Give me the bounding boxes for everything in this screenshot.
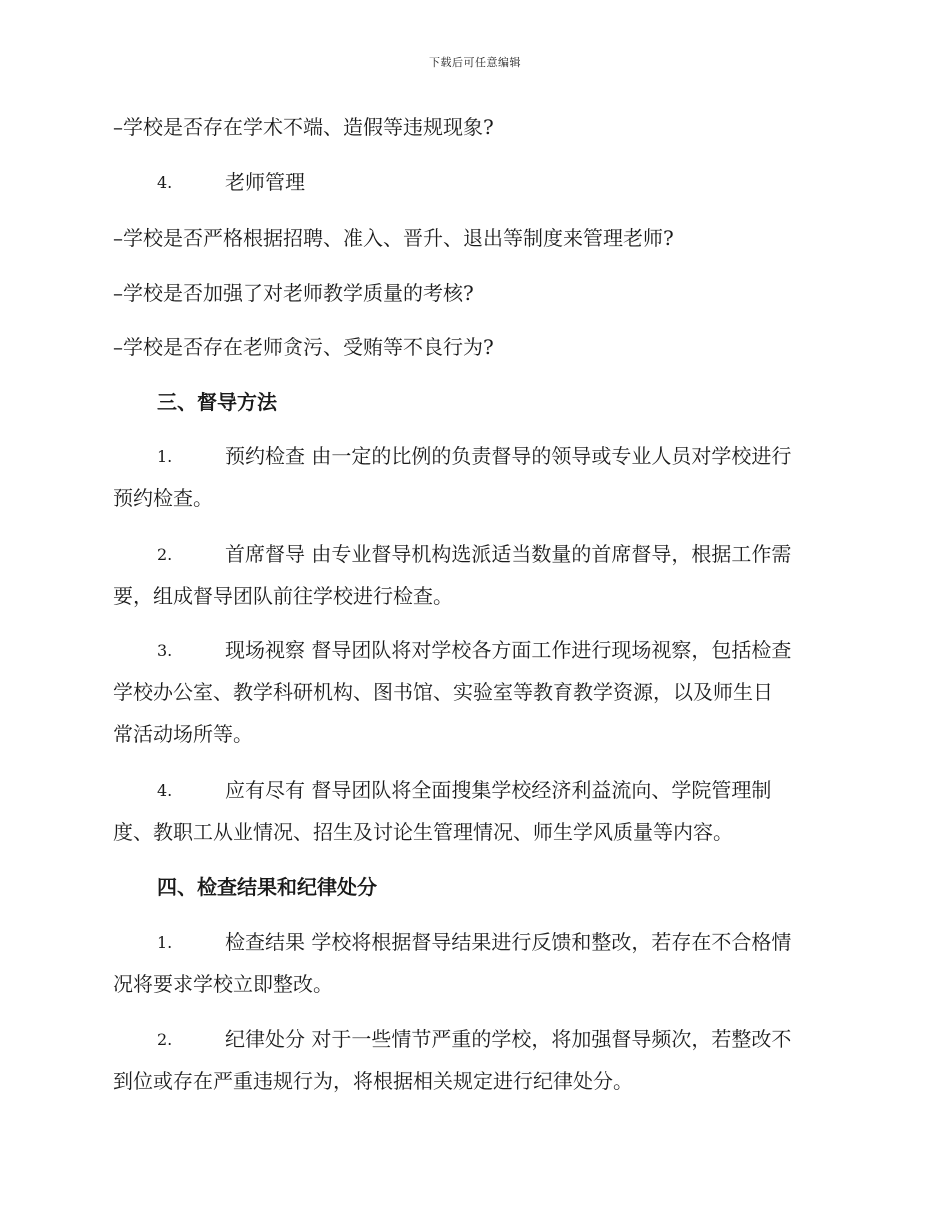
item-text-continued: 况将要求学校立即整改。 xyxy=(113,972,333,996)
item-text: 首席督导 由专业督导机构选派适当数量的首席督导，根据工作需 xyxy=(225,542,792,566)
item-number: 1. xyxy=(157,933,173,952)
question-line: –学校是否存在学术不端、造假等违规现象? xyxy=(113,115,494,139)
page-header: 下载后可任意编辑 xyxy=(429,56,521,69)
item-text-continued: 预约检查。 xyxy=(113,486,213,510)
item-text-continued: 常活动场所等。 xyxy=(113,722,253,746)
item-text: 现场视察 督导团队将对学校各方面工作进行现场视察，包括检查 xyxy=(225,638,792,662)
item-number: 2. xyxy=(157,1030,173,1049)
item-text-continued: 度、教职工从业情况、招生及讨论生管理情况、师生学风质量等内容。 xyxy=(113,820,733,844)
item-number: 4. xyxy=(157,781,173,800)
item-text: 预约检查 由一定的比例的负责督导的领导或专业人员对学校进行 xyxy=(225,444,792,468)
item-text: 检查结果 学校将根据督导结果进行反馈和整改，若存在不合格情 xyxy=(225,930,792,954)
item-text: 纪律处分 对于一些情节严重的学校，将加强督导频次，若整改不 xyxy=(225,1027,792,1051)
question-line: –学校是否严格根据招聘、准入、晋升、退出等制度来管理老师? xyxy=(113,226,674,250)
item-text: 应有尽有 督导团队将全面搜集学校经济利益流向、学院管理制 xyxy=(225,778,772,802)
item-text-continued: 要，组成督导团队前往学校进行检查。 xyxy=(113,584,453,608)
item-number: 3. xyxy=(157,641,173,660)
item-text-continued: 到位或存在严重违规行为，将根据相关规定进行纪律处分。 xyxy=(113,1069,633,1093)
section-heading: 三、督导方法 xyxy=(157,390,277,414)
item-text-continued: 学校办公室、教学科研机构、图书馆、实验室等教育教学资源，以及师生日 xyxy=(113,680,773,704)
item-number: 2. xyxy=(157,545,173,564)
item-number: 4. xyxy=(157,173,173,192)
question-line: –学校是否加强了对老师教学质量的考核? xyxy=(113,281,474,305)
item-title: 老师管理 xyxy=(225,170,305,194)
item-number: 1. xyxy=(157,447,173,466)
question-line: –学校是否存在老师贪污、受贿等不良行为? xyxy=(113,335,494,359)
section-heading: 四、检查结果和纪律处分 xyxy=(157,875,377,899)
